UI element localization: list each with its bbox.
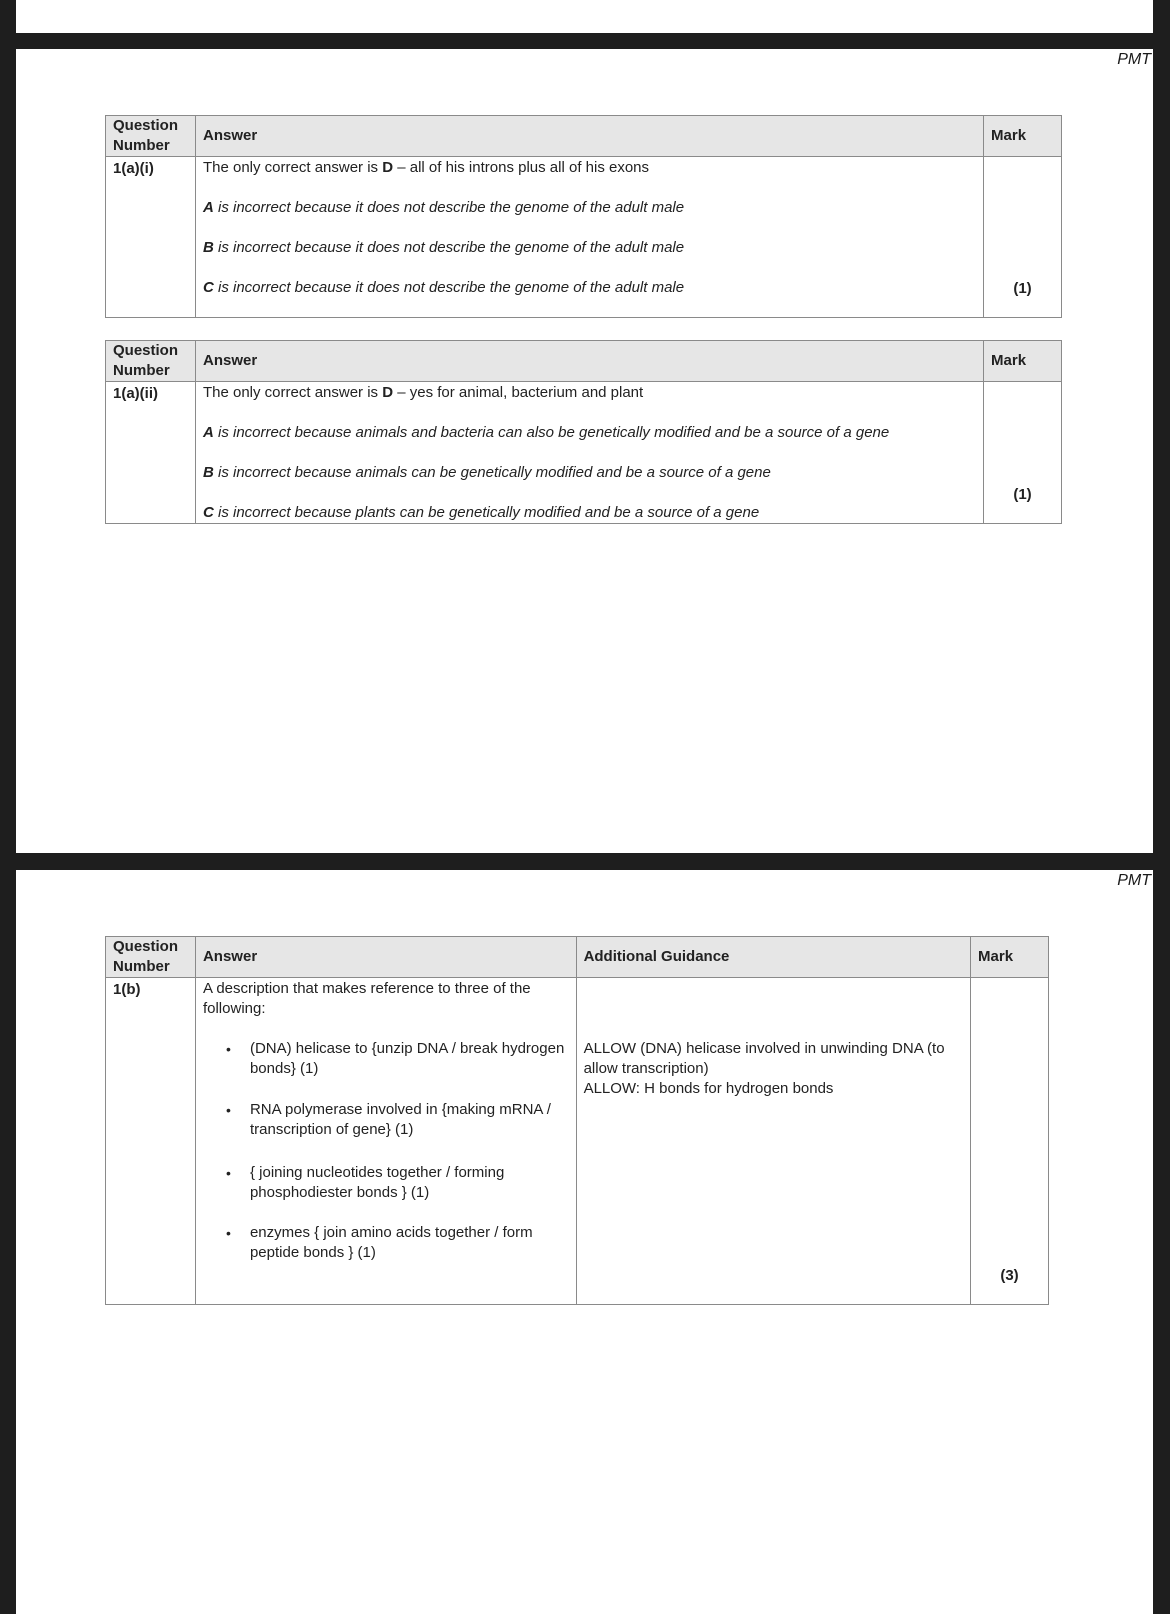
option-letter: A <box>202 199 214 216</box>
option-text: is incorrect because plants can be genetically modified and be a source of a gene <box>213 504 760 521</box>
option-b-explanation <box>203 463 976 483</box>
previous-page-fragment <box>16 0 1153 33</box>
answer-text: – yes for animal, bacterium and plant <box>393 384 644 401</box>
header-answer: Answer <box>195 341 983 382</box>
header-mark: Mark <box>984 341 1062 382</box>
document-page-2 <box>16 870 1153 1614</box>
correct-answer-line <box>203 158 976 178</box>
mark-scheme-table-1b <box>105 936 1049 1305</box>
table-row <box>106 978 1049 1305</box>
header-answer: Answer <box>195 937 576 978</box>
table-header-row <box>106 937 1049 978</box>
question-number: 1(b) <box>106 978 196 1305</box>
table-row <box>106 382 1062 524</box>
table-header-row <box>106 341 1062 382</box>
header-question-number: Question Number <box>106 937 196 978</box>
header-question-number: Question Number <box>106 116 196 157</box>
table-header-row <box>106 116 1062 157</box>
mark-value <box>971 978 1049 1305</box>
mark-text: (3) <box>1000 1267 1019 1284</box>
pmt-watermark: PMT <box>1117 872 1151 889</box>
option-letter: B <box>202 239 214 256</box>
pmt-watermark: PMT <box>1117 51 1151 68</box>
question-number: 1(a)(ii) <box>106 382 196 524</box>
guidance-line: ALLOW (DNA) helicase involved in unwinding DNA (to allow transcription) <box>583 1040 945 1077</box>
option-letter: A <box>202 424 214 441</box>
guidance-cell <box>576 978 970 1305</box>
header-additional-guidance: Additional Guidance <box>576 937 970 978</box>
option-text: is incorrect because animals can be genetically modified and be a source of a gene <box>213 464 771 481</box>
answer-prefix: The only correct answer is <box>202 159 383 176</box>
option-text: is incorrect because animals and bacteria can also be genetically modified and be a source of a gene <box>213 424 890 441</box>
table-row <box>106 157 1062 318</box>
option-a-explanation <box>203 198 976 218</box>
answer-intro: A description that makes reference to three of the following: <box>202 980 531 1017</box>
answer-letter: D <box>382 159 394 176</box>
answer-text: – all of his introns plus all of his exons <box>393 159 650 176</box>
correct-answer-line <box>203 383 976 403</box>
guidance-line: ALLOW: H bonds for hydrogen bonds <box>583 1080 834 1097</box>
marking-points-list <box>203 1039 569 1263</box>
question-number: 1(a)(i) <box>106 157 196 318</box>
option-text: is incorrect because it does not describe the genome of the adult male <box>213 279 685 296</box>
mark-scheme-table-1aii <box>105 340 1062 524</box>
mark-scheme-table-1ai <box>105 115 1062 318</box>
option-text: is incorrect because it does not describe the genome of the adult male <box>213 239 685 256</box>
option-c-explanation <box>203 278 976 298</box>
option-letter: C <box>202 279 214 296</box>
mark-value <box>984 382 1062 524</box>
answer-prefix: The only correct answer is <box>202 384 383 401</box>
marking-point: • (DNA) helicase to {unzip DNA / break hydrogen bonds} (1) <box>250 1039 569 1079</box>
marking-point: • { joining nucleotides together / forming phosphodiester bonds } (1) <box>250 1163 569 1203</box>
header-mark: Mark <box>984 116 1062 157</box>
answer-cell <box>195 978 576 1305</box>
mark-text: (1) <box>1013 486 1032 503</box>
option-b-explanation <box>203 238 976 258</box>
marking-point: • RNA polymerase involved in {making mRNA / transcription of gene} (1) <box>250 1100 569 1140</box>
option-letter: C <box>202 504 214 521</box>
header-question-number: Question Number <box>106 341 196 382</box>
option-a-explanation <box>203 423 976 443</box>
option-text: is incorrect because it does not describe the genome of the adult male <box>213 199 685 216</box>
answer-cell <box>195 157 983 318</box>
mark-value <box>984 157 1062 318</box>
option-letter: B <box>202 464 214 481</box>
header-answer: Answer <box>195 116 983 157</box>
marking-point: • enzymes { join amino acids together / form peptide bonds } (1) <box>250 1223 569 1263</box>
answer-cell <box>195 382 983 524</box>
header-mark: Mark <box>971 937 1049 978</box>
mark-text: (1) <box>1013 280 1032 297</box>
option-c-explanation <box>203 503 976 523</box>
answer-letter: D <box>382 384 394 401</box>
document-page-1 <box>16 49 1153 853</box>
